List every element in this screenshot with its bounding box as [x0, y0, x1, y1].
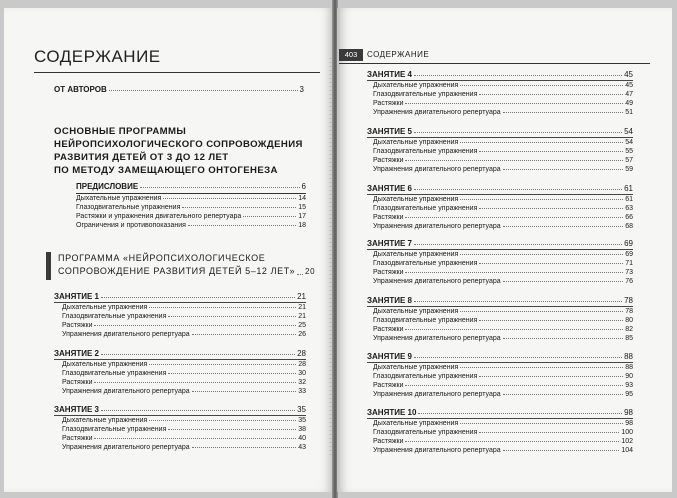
- toc-entry-session: [367, 70, 633, 79]
- toc-entry-label: Ограничения и противопоказания: [76, 222, 186, 229]
- leader-dots: [405, 329, 623, 330]
- toc-entry-page: 57: [625, 157, 633, 164]
- toc-subentry: [76, 204, 306, 211]
- toc-entry-page: 55: [625, 148, 633, 155]
- toc-entry-label: Растяжки: [373, 269, 404, 276]
- leader-dots: [192, 334, 297, 335]
- right-page: [337, 8, 672, 492]
- page-title: СОДЕРЖАНИЕ: [34, 47, 161, 66]
- leader-dots: [192, 447, 297, 448]
- toc-entry-page: 68: [625, 223, 633, 230]
- toc-entry-page: 98: [625, 420, 633, 427]
- toc-entry-page: 100: [621, 429, 633, 436]
- leader-dots: [168, 429, 296, 430]
- toc-entry-page: 93: [625, 382, 633, 389]
- toc-entry-label: Упражнения двигательного репертуара: [62, 388, 190, 395]
- toc-subentry: [373, 373, 633, 380]
- leader-dots: [243, 216, 296, 217]
- toc-entry-session: [367, 127, 633, 136]
- leader-dots: [140, 187, 299, 188]
- leader-dots: [414, 357, 622, 358]
- toc-entry-page: 90: [625, 373, 633, 380]
- toc-entry-label: Упражнения двигательного репертуара: [373, 391, 501, 398]
- toc-entry-page: 20: [305, 267, 316, 276]
- toc-entry-label: ЗАНЯТИЕ 9: [367, 352, 412, 361]
- toc-subentry: [62, 331, 306, 338]
- leader-dots: [418, 413, 622, 414]
- toc-entry-page: 49: [625, 100, 633, 107]
- toc-entry-page: 3: [299, 85, 304, 94]
- toc-subentry: [373, 196, 633, 203]
- toc-subentry: [62, 361, 306, 368]
- toc-entry-page: 35: [297, 405, 306, 414]
- toc-entry-label: ЗАНЯТИЕ 4: [367, 70, 412, 79]
- toc-subentry: [373, 223, 633, 230]
- toc-subentry: [373, 109, 633, 116]
- toc-entry-label: Дыхательные упражнения: [62, 304, 148, 311]
- toc-subentry: [373, 429, 633, 436]
- toc-subentry: [373, 391, 633, 398]
- leader-dots: [479, 376, 623, 377]
- toc-entry-label: Упражнения двигательного репертуара: [373, 223, 501, 230]
- toc-entry-session: [367, 184, 633, 193]
- section-divider: [367, 80, 633, 81]
- toc-subentry: [373, 214, 633, 221]
- leader-dots: [503, 450, 620, 451]
- heading-line: ПО МЕТОДУ ЗАМЕЩАЮЩЕГО ОНТОГЕНЕЗА: [54, 165, 278, 176]
- leader-dots: [460, 254, 623, 255]
- leader-dots: [405, 272, 623, 273]
- leader-dots: [479, 151, 623, 152]
- leader-dots: [101, 354, 295, 355]
- leader-dots: [414, 132, 622, 133]
- toc-entry-page: 104: [621, 447, 633, 454]
- program-line: [58, 265, 316, 278]
- section-divider: [76, 193, 306, 194]
- leader-dots: [94, 325, 296, 326]
- toc-entry-label: Дыхательные упражнения: [373, 251, 459, 258]
- toc-subentry: [373, 260, 633, 267]
- toc-entry-label: Упражнения двигательного репертуара: [373, 278, 501, 285]
- toc-entry-page: 51: [625, 109, 633, 116]
- toc-entry-page: 47: [625, 91, 633, 98]
- toc-subentry: [373, 91, 633, 98]
- leader-dots: [414, 75, 622, 76]
- leader-dots: [188, 225, 296, 226]
- toc-entry-page: 73: [625, 269, 633, 276]
- leader-dots: [503, 112, 624, 113]
- toc-entry-page: 54: [624, 127, 633, 136]
- toc-subentry: [373, 269, 633, 276]
- section-divider: [367, 194, 633, 195]
- toc-entry-page: 80: [625, 317, 633, 324]
- toc-entry-label: Дыхательные упражнения: [373, 364, 459, 371]
- toc-entry-label: Упражнения двигательного репертуара: [373, 335, 501, 342]
- toc-entry-label: Дыхательные упражнения: [373, 420, 459, 427]
- toc-entry-page: 6: [301, 182, 306, 191]
- toc-entry-page: 33: [298, 388, 306, 395]
- toc-entry-page: 76: [625, 278, 633, 285]
- leader-dots: [503, 169, 624, 170]
- toc-entry-page: 21: [298, 313, 306, 320]
- leader-dots: [192, 391, 297, 392]
- leader-dots: [168, 316, 296, 317]
- leader-dots: [94, 438, 296, 439]
- program-marker: [46, 252, 51, 280]
- toc-entry-label: Растяжки: [62, 379, 93, 386]
- toc-subentry: [62, 426, 306, 433]
- toc-entry-label: СОПРОВОЖДЕНИЕ РАЗВИТИЯ ДЕТЕЙ 5–12 ЛЕТ»: [58, 266, 296, 276]
- toc-entry-label: Глазодвигательные упражнения: [373, 91, 478, 98]
- leader-dots: [503, 394, 624, 395]
- heading-line: НЕЙРОПСИХОЛОГИЧЕСКОГО СОПРОВОЖДЕНИЯ: [54, 139, 303, 150]
- section-divider: [54, 415, 306, 416]
- main-heading: [54, 125, 303, 177]
- toc-subentry: [62, 435, 306, 442]
- leader-dots: [149, 364, 296, 365]
- leader-dots: [479, 320, 623, 321]
- toc-entry-page: 28: [298, 361, 306, 368]
- toc-entry-label: ЗАНЯТИЕ 5: [367, 127, 412, 136]
- toc-entry-page: 14: [298, 195, 306, 202]
- leader-dots: [168, 373, 296, 374]
- toc-entry-authors: [54, 85, 304, 94]
- leader-dots: [460, 199, 623, 200]
- section-divider: [54, 302, 306, 303]
- toc-entry-page: 45: [624, 70, 633, 79]
- toc-entry-label: Дыхательные упражнения: [373, 82, 459, 89]
- toc-subentry: [62, 379, 306, 386]
- leader-dots: [109, 90, 298, 91]
- toc-entry-label: ЗАНЯТИЕ 8: [367, 296, 412, 305]
- toc-entry-page: 59: [625, 166, 633, 173]
- leader-dots: [460, 85, 623, 86]
- toc-entry-page: 61: [625, 196, 633, 203]
- toc-entry-label: Растяжки: [373, 100, 404, 107]
- toc-entry-page: 18: [298, 222, 306, 229]
- toc-entry-label: Дыхательные упражнения: [373, 308, 459, 315]
- toc-subentry: [373, 447, 633, 454]
- toc-subentry: [373, 438, 633, 445]
- section-divider: [367, 306, 633, 307]
- toc-entry-page: 21: [298, 304, 306, 311]
- leader-dots: [405, 217, 623, 218]
- toc-entry-label: Глазодвигательные упражнения: [373, 373, 478, 380]
- toc-entry-label: Растяжки: [373, 214, 404, 221]
- toc-entry-page: 21: [297, 292, 306, 301]
- toc-subentry: [62, 322, 306, 329]
- program-title: [58, 252, 316, 278]
- toc-entry-label: Глазодвигательные упражнения: [76, 204, 181, 211]
- toc-entry-page: 45: [625, 82, 633, 89]
- toc-entry-page: 35: [298, 417, 306, 424]
- toc-entry-label: Глазодвигательные упражнения: [373, 317, 478, 324]
- leader-dots: [149, 420, 296, 421]
- toc-entry-page: 17: [298, 213, 306, 220]
- leader-dots: [479, 432, 619, 433]
- toc-entry-label: Дыхательные упражнения: [76, 195, 162, 202]
- toc-entry-page: 15: [298, 204, 306, 211]
- toc-entry-label: ЗАНЯТИЕ 10: [367, 408, 417, 417]
- heading-line: РАЗВИТИЯ ДЕТЕЙ ОТ 3 ДО 12 ЛЕТ: [54, 152, 229, 163]
- toc-entry-label: Глазодвигательные упражнения: [62, 426, 167, 433]
- toc-entry-page: 38: [298, 426, 306, 433]
- toc-subentry: [62, 444, 306, 451]
- toc-entry-page: 26: [298, 331, 306, 338]
- toc-subentry: [373, 166, 633, 173]
- toc-entry-page: 102: [621, 438, 633, 445]
- toc-entry-label: Растяжки: [62, 322, 93, 329]
- toc-entry-label: Упражнения двигательного репертуара: [62, 444, 190, 451]
- toc-entry-page: 30: [298, 370, 306, 377]
- toc-entry-page: 25: [298, 322, 306, 329]
- toc-entry-label: Дыхательные упражнения: [373, 196, 459, 203]
- toc-entry-page: 98: [624, 408, 633, 417]
- leader-dots: [460, 367, 623, 368]
- leader-dots: [405, 385, 623, 386]
- toc-entry-label: Глазодвигательные упражнения: [62, 313, 167, 320]
- leader-dots: [405, 103, 623, 104]
- toc-entry-session: [367, 296, 633, 305]
- leader-dots: [503, 226, 624, 227]
- toc-entry-label: Растяжки: [373, 382, 404, 389]
- leader-dots: [297, 274, 303, 275]
- leader-dots: [405, 160, 623, 161]
- toc-entry-label: Глазодвигательные упражнения: [62, 370, 167, 377]
- running-header: СОДЕРЖАНИЕ: [367, 50, 430, 59]
- toc-entry-page: 43: [298, 444, 306, 451]
- toc-entry-label: Упражнения двигательного репертуара: [373, 109, 501, 116]
- toc-subentry: [62, 370, 306, 377]
- heading-line: ОСНОВНЫЕ ПРОГРАММЫ: [54, 126, 187, 137]
- leader-dots: [182, 207, 296, 208]
- toc-entry-page: 78: [624, 296, 633, 305]
- toc-entry-label: Глазодвигательные упражнения: [373, 148, 478, 155]
- toc-entry-page: 78: [625, 308, 633, 315]
- toc-subentry: [373, 139, 633, 146]
- toc-entry-page: 40: [298, 435, 306, 442]
- leader-dots: [94, 382, 296, 383]
- leader-dots: [479, 263, 623, 264]
- toc-subentry: [62, 388, 306, 395]
- leader-dots: [503, 338, 624, 339]
- toc-entry-label: Упражнения двигательного репертуара: [373, 447, 501, 454]
- toc-entry-page: 95: [625, 391, 633, 398]
- toc-entry-label: Дыхательные упражнения: [373, 139, 459, 146]
- toc-entry-session: [54, 292, 306, 301]
- toc-entry-label: Глазодвигательные упражнения: [373, 429, 478, 436]
- toc-subentry: [62, 313, 306, 320]
- toc-entry-label: Растяжки: [373, 438, 404, 445]
- toc-subentry: [62, 417, 306, 424]
- toc-entry-page: 63: [625, 205, 633, 212]
- toc-entry-page: 54: [625, 139, 633, 146]
- toc-subentry: [373, 420, 633, 427]
- toc-entry-label: Дыхательные упражнения: [62, 361, 148, 368]
- leader-dots: [405, 441, 619, 442]
- toc-entry-page: 66: [625, 214, 633, 221]
- toc-entry-label: ЗАНЯТИЕ 6: [367, 184, 412, 193]
- toc-entry-label: Растяжки: [62, 435, 93, 442]
- leader-dots: [414, 189, 622, 190]
- toc-entry-session: [54, 405, 306, 414]
- toc-subentry: [76, 213, 306, 220]
- toc-entry-page: 32: [298, 379, 306, 386]
- toc-entry-label: ЗАНЯТИЕ 2: [54, 349, 99, 358]
- toc-entry-label: Глазодвигательные упражнения: [373, 260, 478, 267]
- toc-subentry: [373, 205, 633, 212]
- leader-dots: [460, 311, 623, 312]
- section-divider: [367, 418, 633, 419]
- toc-entry-label: Растяжки: [373, 326, 404, 333]
- toc-subentry: [373, 278, 633, 285]
- toc-entry-label: Упражнения двигательного репертуара: [62, 331, 190, 338]
- program-line: ПРОГРАММА «НЕЙРОПСИХОЛОГИЧЕСКОЕ: [58, 253, 266, 263]
- section-divider: [367, 249, 633, 250]
- section-divider: [367, 137, 633, 138]
- page-number: 403: [339, 49, 363, 61]
- toc-entry-label: ОТ АВТОРОВ: [54, 85, 107, 94]
- toc-entry-label: Глазодвигательные упражнения: [373, 205, 478, 212]
- toc-entry-page: 69: [625, 251, 633, 258]
- leader-dots: [414, 244, 622, 245]
- toc-entry-page: 61: [624, 184, 633, 193]
- toc-entry-label: Растяжки и упражнения двигательного репертуара: [76, 213, 242, 220]
- toc-subentry: [373, 308, 633, 315]
- toc-entry-page: 71: [625, 260, 633, 267]
- toc-subentry: [76, 195, 306, 202]
- toc-entry-page: 82: [625, 326, 633, 333]
- toc-entry-label: Упражнения двигательного репертуара: [373, 166, 501, 173]
- leader-dots: [101, 297, 295, 298]
- toc-subentry: [373, 82, 633, 89]
- toc-entry-page: 28: [297, 349, 306, 358]
- toc-entry-session: [54, 349, 306, 358]
- toc-entry-label: ЗАНЯТИЕ 1: [54, 292, 99, 301]
- toc-subentry: [373, 335, 633, 342]
- toc-subentry: [373, 382, 633, 389]
- toc-entry-label: Дыхательные упражнения: [62, 417, 148, 424]
- toc-entry-session: [367, 408, 633, 417]
- leader-dots: [163, 198, 296, 199]
- toc-subentry: [373, 251, 633, 258]
- toc-subentry: [373, 364, 633, 371]
- toc-entry-page: 69: [624, 239, 633, 248]
- leader-dots: [503, 281, 624, 282]
- toc-entry-session: [367, 239, 633, 248]
- toc-subentry: [373, 157, 633, 164]
- toc-entry-preface: [76, 182, 306, 191]
- toc-subentry: [62, 304, 306, 311]
- toc-subentry: [373, 317, 633, 324]
- leader-dots: [414, 301, 622, 302]
- leader-dots: [149, 307, 296, 308]
- toc-subentry: [373, 326, 633, 333]
- section-divider: [367, 362, 633, 363]
- toc-entry-label: Растяжки: [373, 157, 404, 164]
- leader-dots: [460, 423, 623, 424]
- toc-entry-label: ПРЕДИСЛОВИЕ: [76, 182, 139, 191]
- header-divider: [339, 63, 650, 64]
- leader-dots: [479, 208, 623, 209]
- toc-subentry: [373, 148, 633, 155]
- toc-subentry: [76, 222, 306, 229]
- section-divider: [54, 359, 306, 360]
- toc-subentry: [373, 100, 633, 107]
- leader-dots: [101, 410, 295, 411]
- toc-entry-page: 88: [625, 364, 633, 371]
- toc-entry-page: 88: [624, 352, 633, 361]
- title-divider: [34, 72, 320, 73]
- toc-entry-session: [367, 352, 633, 361]
- left-page: [4, 8, 334, 492]
- toc-entry-label: ЗАНЯТИЕ 7: [367, 239, 412, 248]
- leader-dots: [460, 142, 623, 143]
- toc-entry-page: 85: [625, 335, 633, 342]
- toc-entry-label: ЗАНЯТИЕ 3: [54, 405, 99, 414]
- leader-dots: [479, 94, 623, 95]
